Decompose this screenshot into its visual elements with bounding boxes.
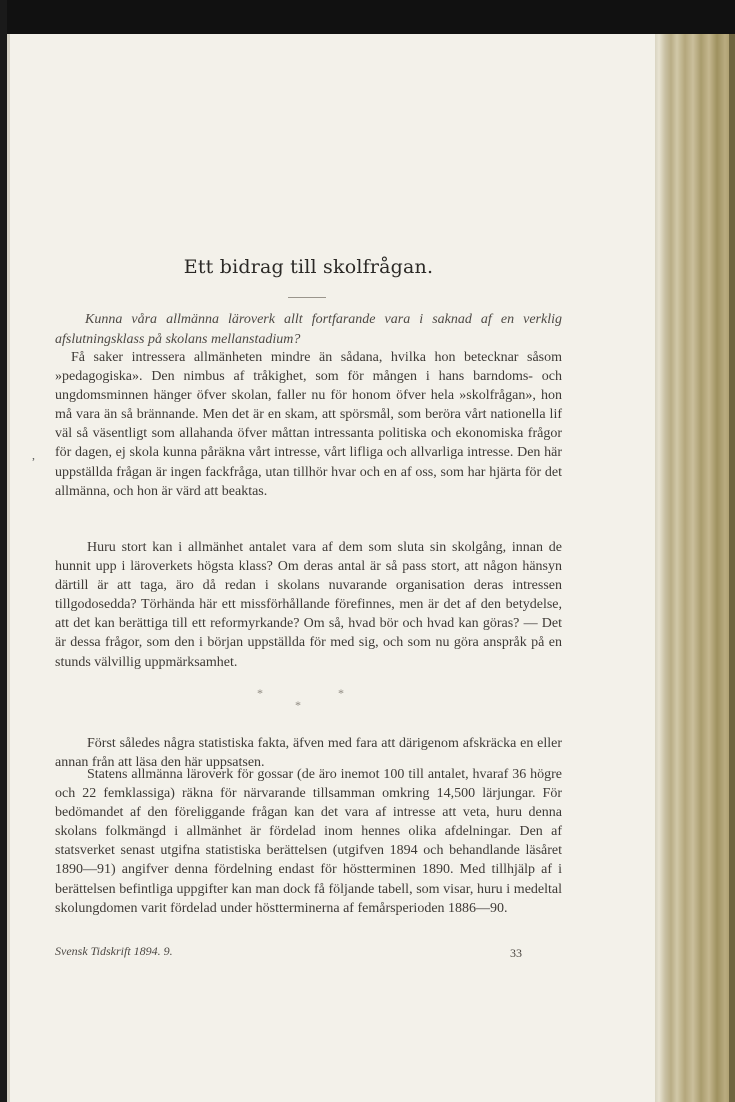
book-page-edges	[655, 34, 735, 1102]
page-number: 33	[510, 946, 522, 960]
book-spine-edge	[729, 34, 735, 1102]
separator-star: *	[295, 698, 301, 712]
section-separator	[55, 686, 562, 714]
lead-question: Kunna våra allmänna läroverk allt fortfarande vara i saknad af en verklig afslutningsklass på skolans mellanstadium?	[55, 312, 562, 347]
scan-border-left	[0, 0, 7, 1102]
paragraph-1: Få saker intressera allmänheten mindre än sådana, hvilka hon betecknar såsom »pedagogiska». Den nimbus af tråkighet, som för mången i hans barndoms- och ungdomsminnen hänger öfver skolan, faller nu för honom öfver hela »skolfrågan», hon må vara än så brännande. Men det är en skam, att spörsmål, som beröra vårt nationella lif väl så väsentligt som allahanda öfver måttan intressanta politiska och ekonomiska frågor för dagen, ej skola kunna påräkna vårt intresse, vårt lifliga och allvarliga intresse. Den här uppställda frågan är ingen fackfråga, utan tillhör hvar och en af oss, som har hjärta för det allmänna, och hon är värd att beaktas.	[55, 350, 562, 499]
paragraph-4: Statens allmänna läroverk för gossar (de äro inemot 100 till antalet, hvaraf 36 högre och 22 femklassiga) räkna för närvarande tillsamman omkring 14,500 lärjungar. För bedömandet af den föreliggande frågan kan det vara af intresse att veta, huru denna skolans folkmängd i allmänhet är fördelad inom hennes olika afdelningar. Den af statsverket senast utgifna statistiska berättelsen (utgifven 1894 och behandlande läsåret 1890—91) angifver denna fördelning endast för höstterminen 1890. Med tillhjälp af i berättelsen befintliga uppgifter kan man dock få följande tabell, som visar, huru i medeltal skolungdomen varit fördelad under höstterminerna af femårsperioden 1886—90.	[55, 767, 562, 916]
page-edge	[7, 34, 10, 1102]
margin-mark: ,	[32, 448, 35, 462]
paragraph-2: Huru stort kan i allmänhet antalet vara af dem som sluta sin skolgång, innan de hunnit upp i läroverkets högsta klass? Om deras antal är så pass stort, att någon hänsyn därtill är att taga, äro då redan i skolans nuvarande organisation deras intressen tillgodosedda? Törhända här ett missförhållande förefinnes, men är det af den betydelse, att det kan berättiga till ett reformyrkande? Om så, hvad bör och hvad kan göras? — Det är dessa frågor, som den i början uppställda för med sig, och som nu göra anspråk på en stunds välvillig uppmärksamhet.	[55, 540, 562, 670]
page-content	[55, 0, 562, 1102]
journal-signature: Svensk Tidskrift 1894. 9.	[55, 944, 173, 958]
paragraph-3: Först således några statistiska fakta, äfven med fara att därigenom afskräcka en eller annan från att läsa den här uppsatsen.	[55, 736, 562, 771]
article-title: Ett bidrag till skolfrågan.	[183, 256, 434, 278]
title-rule	[288, 297, 326, 298]
separator-star: *	[257, 686, 263, 700]
separator-star: *	[338, 686, 344, 700]
